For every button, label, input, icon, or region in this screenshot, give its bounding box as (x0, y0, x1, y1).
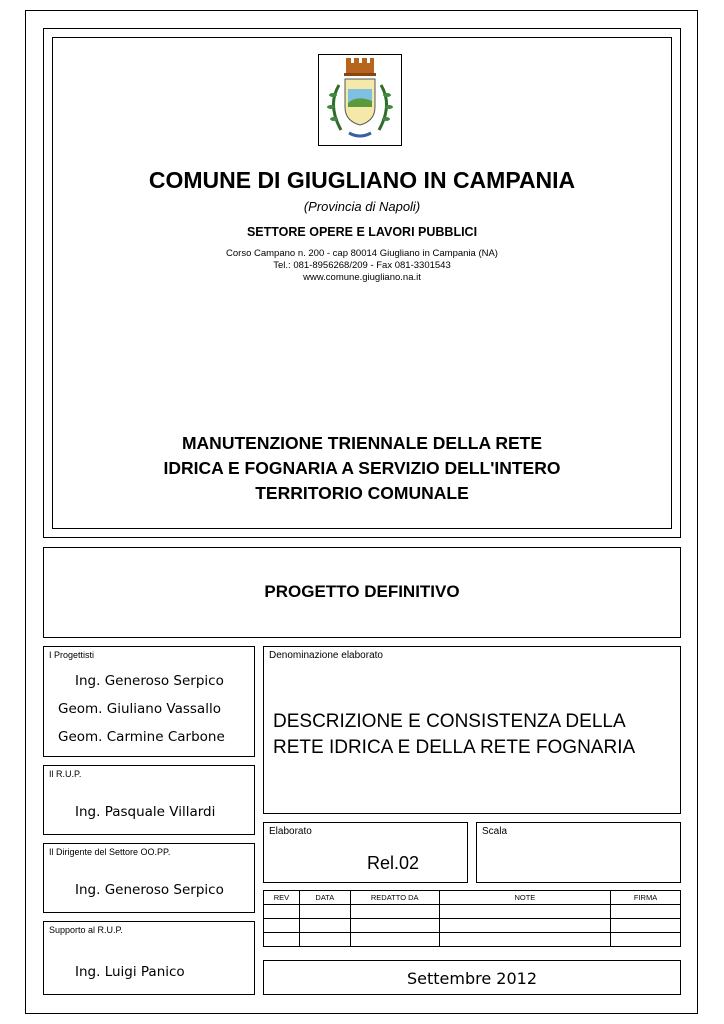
date-box (263, 960, 681, 995)
denomination-label: Denominazione elaborato (269, 650, 383, 661)
note-header: NOTE (439, 891, 610, 905)
project-title-line-3: TERRITORIO COMUNALE (255, 483, 469, 503)
firma-header: FIRMA (611, 891, 681, 905)
phase-title: PROGETTO DEFINITIVO (264, 582, 460, 601)
rup-name: Ing. Pasquale Villardi (75, 804, 216, 820)
table-row (264, 919, 681, 933)
sector-text: SETTORE OPERE E LAVORI PUBBLICI (246, 225, 478, 239)
province-text: (Provincia di Napoli) (303, 199, 421, 214)
project-title-line-1: MANUTENZIONE TRIENNALE DELLA RETE (181, 433, 543, 453)
support-box (43, 921, 255, 995)
designer-name-2: Geom. Giuliano Vassallo (58, 701, 221, 717)
elaborato-label: Elaborato (269, 826, 312, 837)
designer-name-1: Ing. Generoso Serpico (75, 673, 224, 689)
director-label: Il Dirigente del Settore OO.PP. (49, 847, 171, 857)
municipal-emblem (318, 54, 402, 146)
date-text: Settembre 2012 (406, 969, 537, 988)
municipality-title: COMUNE DI GIUGLIANO IN CAMPANIA (148, 167, 576, 193)
support-label: Supporto al R.U.P. (49, 925, 123, 935)
rev-header: REV (264, 891, 300, 905)
revision-table (263, 890, 681, 947)
director-box (43, 843, 255, 913)
denomination-box (263, 646, 681, 814)
designers-box (43, 646, 255, 757)
table-row (264, 933, 681, 947)
revision-table-header (264, 891, 681, 905)
address-line-2: Tel.: 081-8956268/209 - Fax 081-3301543 (273, 260, 451, 271)
table-row (264, 905, 681, 919)
denomination-line-2: RETE IDRICA E DELLA RETE FOGNARIA (273, 737, 636, 758)
designer-name-3: Geom. Carmine Carbone (58, 729, 225, 745)
elaborato-value: Rel.02 (367, 853, 420, 873)
elaborato-box (263, 822, 468, 883)
scala-box (476, 822, 681, 883)
data-header: DATA (299, 891, 350, 905)
scala-label: Scala (482, 826, 508, 837)
redatto-header: REDATTO DA (350, 891, 439, 905)
denomination-line-1: DESCRIZIONE E CONSISTENZA DELLA (273, 711, 626, 732)
website-text: www.comune.giugliano.na.it (303, 272, 421, 283)
rup-box (43, 765, 255, 835)
address-line-1: Corso Campano n. 200 - cap 80014 Giugliano in Campania (NA) (226, 248, 498, 259)
phase-box (43, 547, 681, 638)
support-name: Ing. Luigi Panico (75, 964, 185, 980)
director-name: Ing. Generoso Serpico (75, 882, 224, 898)
rup-label: Il R.U.P. (49, 769, 82, 779)
designers-label: I Progettisti (49, 650, 95, 660)
coat-of-arms-icon (319, 55, 401, 145)
project-title-line-2: IDRICA E FOGNARIA A SERVIZIO DELL'INTERO (163, 458, 561, 478)
